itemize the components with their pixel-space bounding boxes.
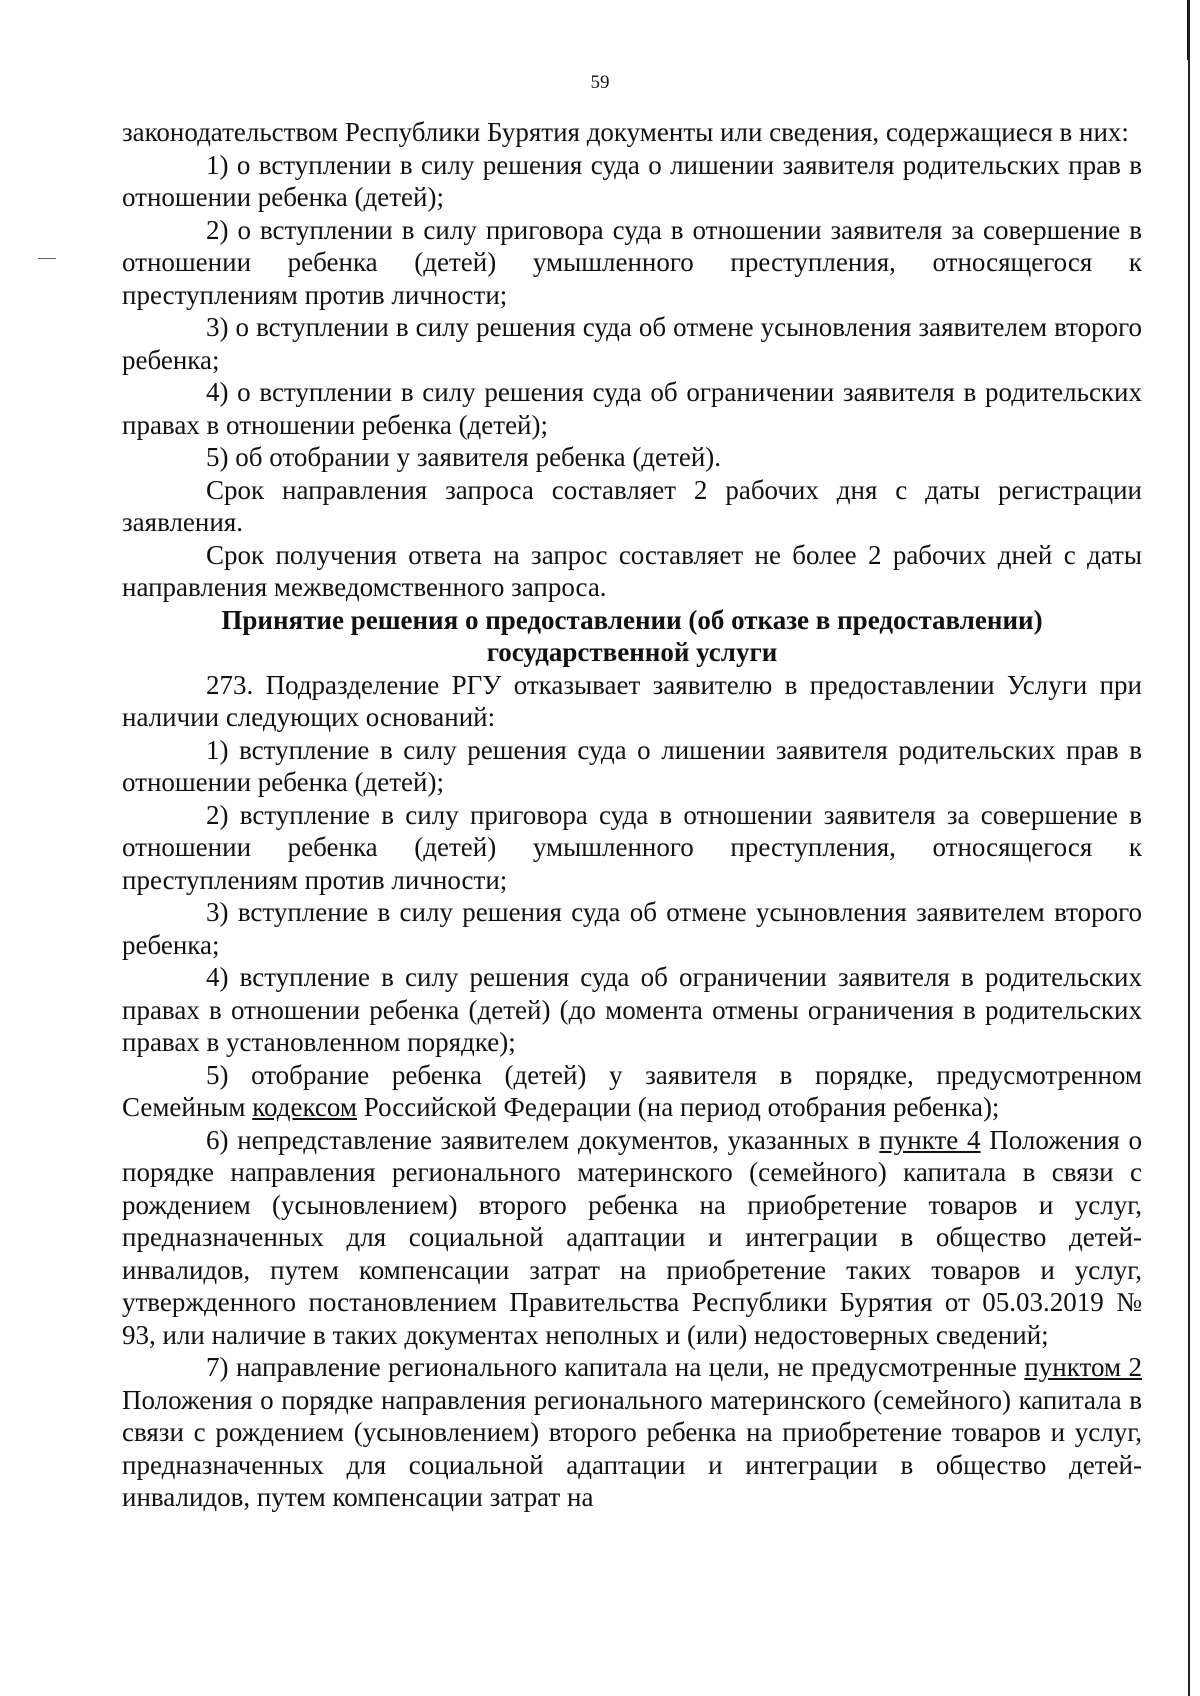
document-body — [122, 116, 1142, 1514]
clause-273-item-5-text-a: 5) отобрание ребенка (детей) у заявителя в порядке, предусмотренном Семейным — [122, 1059, 1142, 1122]
list-item-1: 1) о вступлении в силу решения суда о лишении заявителя родительских прав в отношении ребенка (детей); — [122, 149, 1142, 212]
clause-273-item-6-text-a: 6) непредставление заявителем документов, указанных в — [206, 1124, 880, 1155]
list-item-2: 2) о вступлении в силу приговора суда в отношении заявителя за совершение в отношении ребенка (детей) умышленного преступления, относящегося к преступлениям против личности; — [122, 214, 1142, 310]
clause-273-item-2: 2) вступление в силу приговора суда в отношении заявителя за совершение в отношении ребенка (детей) умышленного преступления, относящегося к преступлениям против личности; — [122, 799, 1142, 895]
clause-273-item-6 — [122, 1124, 1142, 1352]
clause-273-item-7-text-a: 7) направление регионального капитала на цели, не предусмотренные — [206, 1352, 1025, 1382]
clause-273-item-5-text-b: Российской Федерации (на период отобрания ребенка); — [356, 1092, 1000, 1122]
clause-273-item-3: 3) вступление в силу решения суда об отмене усыновления заявителем второго ребенка; — [122, 897, 1142, 960]
list-item-5: 5) об отобрании у заявителя ребенка (детей). — [206, 442, 722, 472]
section-heading-line2: государственной услуги — [486, 637, 778, 667]
page-number: 59 — [590, 72, 610, 93]
clause-273-item-7 — [122, 1351, 1142, 1514]
clause-273-item-4: 4) вступление в силу решения суда об ограничении заявителя в родительских правах в отношении ребенка (детей) (до момента отмены ограничения в родительских правах в установленном порядке); — [122, 962, 1142, 1057]
codex-link[interactable]: кодексом — [252, 1092, 357, 1122]
clause-273-intro: 273. Подразделение РГУ отказывает заявителю в предоставлении Услуги при наличии следующих оснований: — [122, 669, 1142, 732]
scan-artifact-mark — [38, 258, 56, 259]
clause-273-item-7-text-b: Положения о порядке направления регионального материнского (семейного) капитала в связи с рождением (усыновлением) второго ребенка на приобретение товаров и услуг, предназначенных для социальной адаптации и интеграции в общество детей-инвалидов, путем компенсации затрат на — [122, 1384, 1142, 1512]
response-deadline-paragraph: Срок получения ответа на запрос составляет не более 2 рабочих дней с даты направления межведомственного запроса. — [122, 539, 1142, 602]
clause-4-link[interactable]: пункте 4 — [879, 1124, 981, 1155]
clause-273-item-6-text-b: Положения о порядке направления регионального материнского (семейного) капитала в связи с рождением (усыновлением) второго ребенка на приобретение товаров и услуг, предназначенных для социальной адаптации и интеграции в общество детей-инвалидов, путем компенсации затрат на приобретение таких товаров и услуг, утвержденного постановлением Правительства Республики Бурятия от 05.03.2019 № 93, или наличие в таких документах неполных и (или) недостоверных сведений; — [122, 1124, 1143, 1350]
clause-2-link[interactable]: пунктом 2 — [1024, 1352, 1142, 1382]
list-item-4: 4) о вступлении в силу решения суда об ограничении заявителя в родительских правах в отношении ребенка (детей); — [122, 377, 1142, 440]
clause-273-item-5 — [122, 1059, 1142, 1124]
request-deadline-paragraph: Срок направления запроса составляет 2 рабочих дня с даты регистрации заявления. — [122, 474, 1142, 537]
list-item-3: 3) о вступлении в силу решения суда об отмене усыновления заявителем второго ребенка; — [122, 312, 1142, 375]
section-heading-line1: Принятие решения о предоставлении (об отказе в предоставлении) — [221, 604, 1043, 635]
paragraph-continuation: законодательством Республики Бурятия документы или сведения, содержащиеся в них: — [122, 117, 1129, 147]
page-edge-line — [1188, 0, 1190, 1696]
clause-273-item-1: 1) вступление в силу решения суда о лишении заявителя родительских прав в отношении ребенка (детей); — [122, 734, 1142, 797]
